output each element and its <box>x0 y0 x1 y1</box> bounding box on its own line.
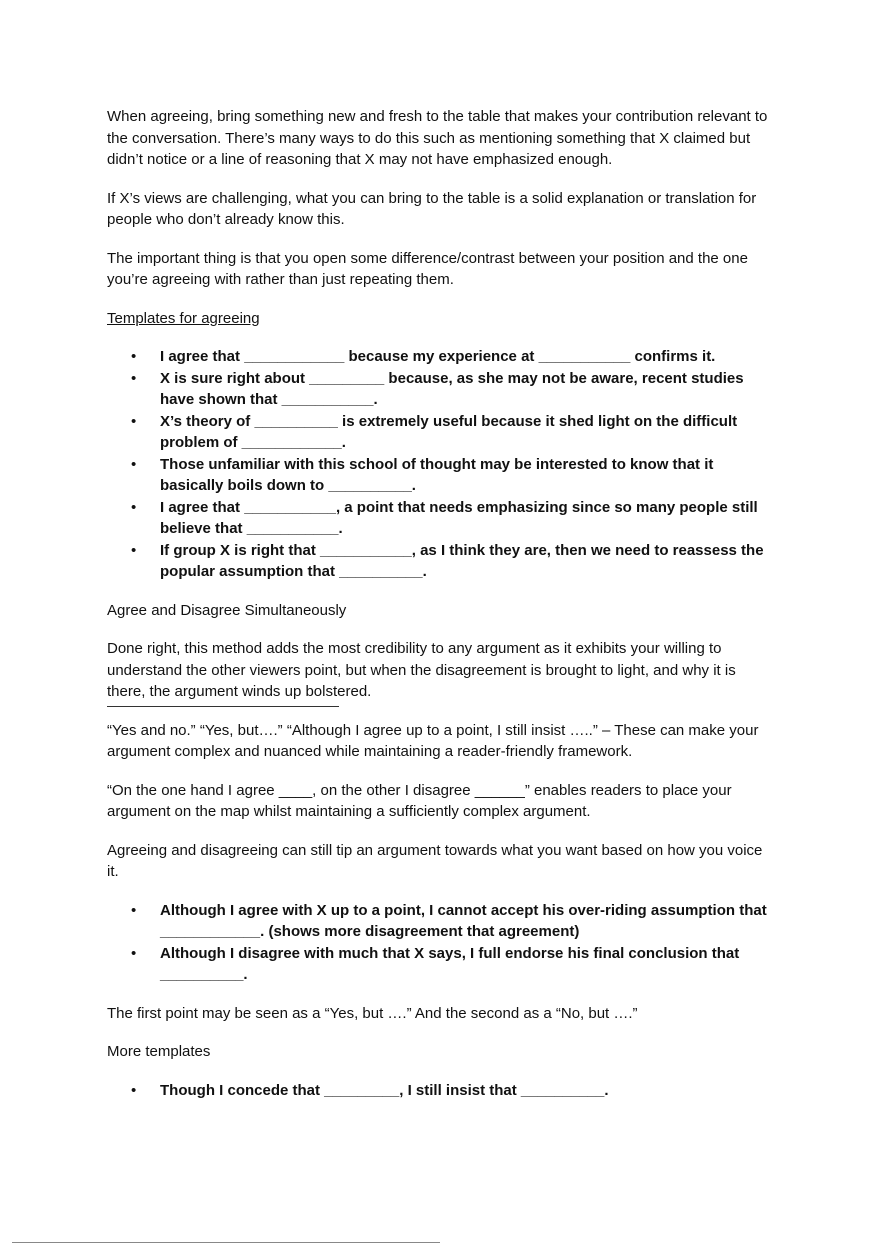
simultaneous-template-list <box>107 900 777 986</box>
bullet-icon: • <box>131 498 137 516</box>
simultaneous-paragraph-3: “On the one hand I agree ____, on the other I disagree ______” enables readers to place your argument on the map whilst maintaining a sufﬁciently complex argument. <box>107 781 732 820</box>
list-item-text: I agree that ___________, a point that needs emphasizing since so many people still believe that ___________. <box>160 498 758 537</box>
intro-paragraph-2: If X’s views are challenging, what you can bring to the table is a solid explanation or translation for people who don’t already know this. <box>107 189 757 228</box>
list-item-text: I agree that ____________ because my experience at ___________ confirms it. <box>160 348 716 365</box>
templates-agreeing-heading: Templates for agreeing <box>107 309 260 327</box>
intro-paragraph-3: The important thing is that you open some difference/contrast between your position and the one you’re agreeing with rather than just repeating them. <box>107 249 748 288</box>
bullet-icon: • <box>131 412 137 430</box>
bullet-icon: • <box>131 901 137 919</box>
bullet-icon: • <box>131 369 137 387</box>
list-item-text: X’s theory of __________ is extremely useful because it shed light on the difﬁcult problem of ____________. <box>160 412 738 451</box>
list-item <box>107 943 777 986</box>
more-templates-heading: More templates <box>107 1043 211 1060</box>
list-item <box>107 411 777 454</box>
list-item <box>107 346 777 368</box>
list-item-text: If group X is right that ___________, as I think they are, then we need to reassess the popular assumption that __________. <box>160 541 764 580</box>
bullet-icon: • <box>131 944 137 962</box>
bullet-icon: • <box>131 348 137 365</box>
list-item-text: Those unfamiliar with this school of thought may be interested to know that it basically boils down to __________. <box>160 455 714 494</box>
simultaneous-paragraph-4: Agreeing and disagreeing can still tip an argument towards what you want based on how you voice it. <box>107 841 763 880</box>
list-item <box>107 368 777 411</box>
bullet-icon: • <box>131 1081 137 1099</box>
document-page <box>107 106 777 1118</box>
simultaneous-paragraph-5: The first point may be seen as a “Yes, but ….” And the second as a “No, but ….” <box>107 1004 638 1022</box>
agreeing-template-list <box>107 346 777 583</box>
list-item <box>107 540 777 583</box>
list-item <box>107 454 777 497</box>
intro-paragraph-1: When agreeing, bring something new and fresh to the table that makes your contribution relevant to the conversation. There’s many ways to do this such as mentioning something that X claimed but didn’t notice or a line of reasoning that X may not have emphasized enough. <box>107 108 768 168</box>
simultaneous-heading: Agree and Disagree Simultaneously <box>107 601 347 619</box>
list-item <box>107 900 777 943</box>
list-item <box>107 1080 777 1102</box>
list-item-text: Although I agree with X up to a point, I cannot accept his over-riding assumption that ____________. (shows more disagreement that agreement) <box>160 901 767 940</box>
bullet-icon: • <box>131 541 137 559</box>
list-item <box>107 497 777 540</box>
footer-divider <box>12 1242 440 1243</box>
more-template-list <box>107 1080 777 1102</box>
partial-underline-rule <box>107 706 339 707</box>
simultaneous-paragraph-2: “Yes and no.” “Yes, but….” “Although I agree up to a point, I still insist …..” – These can make your argument complex and nuanced while maintaining a reader-friendly framework. <box>107 721 759 760</box>
list-item-text: Although I disagree with much that X says, I full endorse his final conclusion that __________. <box>160 944 740 983</box>
list-item-text: Though I concede that _________, I still insist that __________. <box>160 1081 609 1099</box>
bullet-icon: • <box>131 455 137 473</box>
list-item-text: X is sure right about _________ because, as she may not be aware, recent studies have shown that ___________. <box>160 369 744 408</box>
simultaneous-paragraph-1: Done right, this method adds the most credibility to any argument as it exhibits your willing to understand the other viewers point, but when the disagreement is brought to light, and why it is there, the argument winds up bolstered. <box>107 640 736 700</box>
